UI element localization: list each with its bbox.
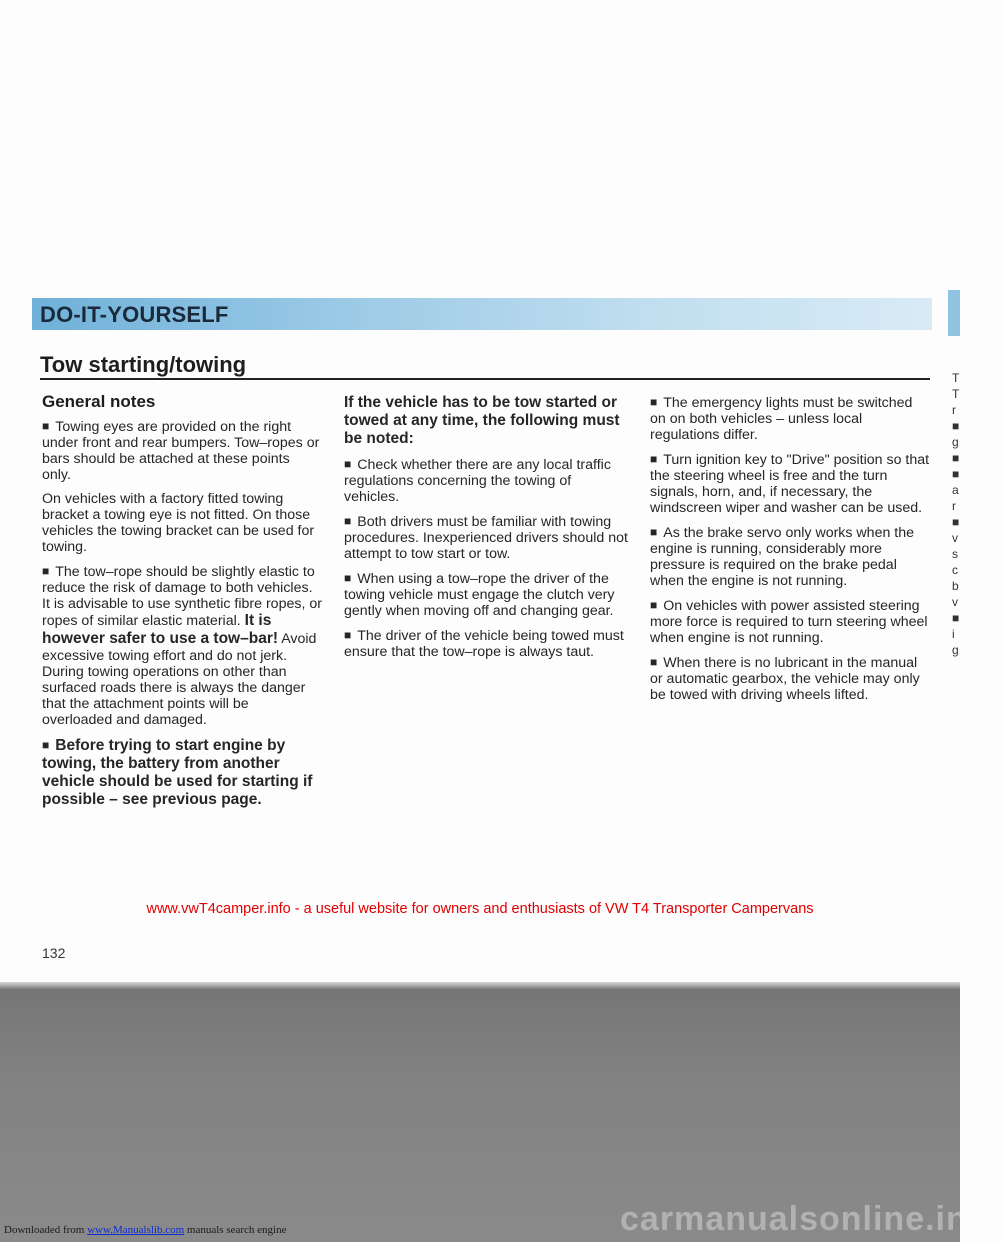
manualslib-link[interactable]: www.Manualslib.com — [87, 1224, 185, 1236]
bullet-icon: ■ — [650, 452, 658, 466]
column-general-notes — [42, 394, 322, 817]
bullet-icon: ■ — [650, 525, 658, 539]
subhead-general-notes: General notes — [42, 392, 156, 411]
list-item: ■ Both drivers must be familiar with towing procedures. Inexperienced drivers should not attempt to tow start or tow. — [344, 514, 628, 562]
column-towing-rules — [344, 394, 629, 668]
banner-title: DO-IT-YOURSELF — [40, 302, 229, 327]
download-credit: Downloaded from www.Manualslib.com manuals search engine — [4, 1224, 287, 1236]
list-item: ■ The driver of the vehicle being towed must ensure that the tow–rope is always taut. — [344, 628, 624, 660]
paragraph: On vehicles with a factory fitted towing bracket a towing eye is not fitted. On those vehicles the towing bracket can be used for towing. — [42, 491, 315, 555]
section-banner — [32, 298, 932, 330]
list-item: ■ As the brake servo only works when the engine is running, considerably more pressure is required on the brake pedal when the engine is not running. — [650, 525, 915, 589]
bullet-icon: ■ — [344, 628, 352, 642]
list-item: ■ On vehicles with power assisted steering more force is required to turn steering wheel when engine is not running. — [650, 598, 928, 646]
paragraph: ■ Towing eyes are provided on the right under front and rear bumpers. Tow–ropes or bars should be attached at these points only. — [42, 419, 320, 483]
page-number: 132 — [42, 945, 66, 961]
bullet-icon: ■ — [650, 655, 658, 669]
bullet-icon: ■ — [344, 571, 352, 585]
paragraph: ■ The tow–rope should be slightly elastic to reduce the risk of damage to both vehicles. It is advisable to use synthetic fibre ropes, or ropes of similar elastic material. It is however safer to use a tow–bar! Avoid excessive towing effort and do not jerk. During towing operations on other than surfaced roads there is always the danger that the attachment points will be overloaded and damaged. — [42, 564, 322, 728]
next-page-banner-edge — [948, 290, 960, 336]
bullet-icon: ■ — [42, 419, 50, 433]
website-footer-link[interactable]: www.vwT4camper.info - a useful website for owners and enthusiasts of VW T4 Transporter Campervans — [146, 901, 814, 917]
next-page-edge-text: T T r ■ g ■ ■ a r ■ v s c b v ■ i g — [952, 371, 960, 657]
column-towing-rules-cont — [650, 394, 932, 711]
battery-note: ■ Before trying to start engine by towing, the battery from another vehicle should be used for starting if possible – see previous page. — [42, 737, 313, 808]
bullet-icon: ■ — [650, 395, 658, 409]
bullet-icon: ■ — [344, 514, 352, 528]
bullet-icon: ■ — [42, 564, 50, 578]
list-item: ■ The emergency lights must be switched on on both vehicles – unless local regulations differ. — [650, 395, 913, 443]
list-item: ■ When using a tow–rope the driver of the towing vehicle must engage the clutch very gently when moving off and changing gear. — [344, 571, 615, 619]
bullet-icon: ■ — [344, 457, 352, 471]
title-divider — [40, 378, 930, 380]
list-item: ■ Check whether there are any local traffic regulations concerning the towing of vehicles. — [344, 457, 611, 505]
warning-text: It is however safer to use a tow–bar! — [42, 612, 279, 647]
watermark: carmanualsonline.info — [620, 1200, 1002, 1238]
page-title: Tow starting/towing — [40, 352, 247, 377]
list-item: ■ Turn ignition key to "Drive" position so that the steering wheel is free and the turn signals, horn, and, if necessary, the windscreen wiper and washer can be used. — [650, 452, 930, 516]
lead-heading: If the vehicle has to be tow started or towed at any time, the following must be noted: — [344, 394, 620, 447]
list-item: ■ When there is no lubricant in the manual or automatic gearbox, the vehicle may only be towed with driving wheels lifted. — [650, 655, 920, 703]
bullet-icon: ■ — [650, 598, 658, 612]
bullet-icon: ■ — [42, 738, 50, 752]
